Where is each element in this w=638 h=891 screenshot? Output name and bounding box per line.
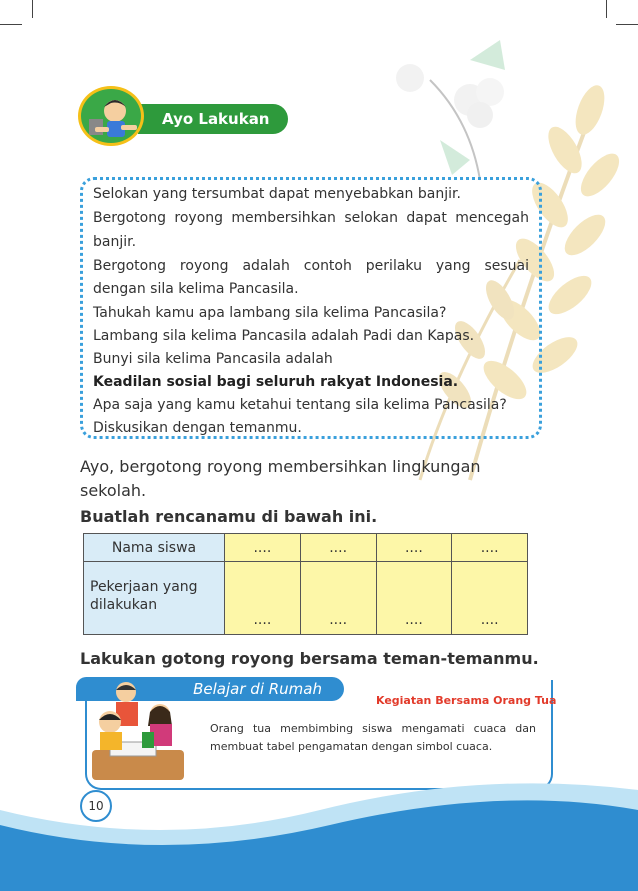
text-line: Selokan yang tersumbat dapat menyebabkan banjir.	[93, 186, 461, 202]
text-line: dengan sila kelima Pancasila.	[93, 281, 299, 297]
row-label-line: Pekerjaan yang	[90, 579, 198, 595]
text-line: Apa saja yang kamu ketahui tentang sila kelima Pancasila?	[93, 397, 507, 413]
blank-cell[interactable]: ....	[225, 562, 301, 635]
boy-cleaning-illustration	[78, 86, 144, 146]
row-label-pekerjaan	[84, 562, 225, 635]
belajar-title: Belajar di Rumah	[76, 677, 344, 701]
text-line: Bergotong royong membersihkan selokan dapat mencegah	[93, 210, 529, 226]
ayo-lakukan-header	[78, 86, 290, 146]
text-line: Lambang sila kelima Pancasila adalah Padi dan Kapas.	[93, 328, 475, 344]
closing: Lakukan gotong royong bersama teman-temanmu.	[80, 649, 539, 668]
blank-cell[interactable]: ....	[300, 562, 376, 635]
text-line-bold: Keadilan sosial bagi seluruh rakyat Indonesia.	[93, 374, 459, 390]
row-label-nama: Nama siswa	[84, 534, 225, 562]
blank-cell[interactable]: ....	[225, 534, 301, 562]
blank-cell[interactable]: ....	[452, 562, 528, 635]
belajar-line: Orang tua membimbing siswa mengamati cuaca dan	[210, 722, 536, 735]
intro-line: Ayo, bergotong royong membersihkan lingkungan	[80, 457, 481, 476]
book-title: Buku Siswa Kelas I SD/MI	[118, 804, 243, 815]
row-label-line: dilakukan	[90, 597, 158, 613]
text-line: Diskusikan dengan temanmu.	[93, 420, 302, 436]
instruction: Buatlah rencanamu di bawah ini.	[80, 507, 378, 526]
text-line: Bergotong royong adalah contoh perilaku yang sesuai	[93, 258, 529, 274]
page-number: 10	[80, 790, 112, 822]
blank-cell[interactable]: ....	[300, 534, 376, 562]
text-line: Tahukah kamu apa lambang sila kelima Pancasila?	[93, 305, 447, 321]
plan-table	[83, 533, 528, 635]
text-line: Bunyi sila kelima Pancasila adalah	[93, 351, 333, 367]
blank-cell[interactable]: ....	[376, 562, 452, 635]
footer-wave	[0, 770, 638, 891]
blank-cell[interactable]: ....	[376, 534, 452, 562]
blank-cell[interactable]: ....	[452, 534, 528, 562]
ayo-lakukan-title: Ayo Lakukan	[138, 104, 288, 134]
text-line: banjir.	[93, 234, 137, 250]
belajar-line: membuat tabel pengamatan dengan simbol cuaca.	[210, 740, 493, 753]
belajar-subtitle: Kegiatan Bersama Orang Tua	[376, 694, 557, 707]
intro-line: sekolah.	[80, 481, 147, 500]
